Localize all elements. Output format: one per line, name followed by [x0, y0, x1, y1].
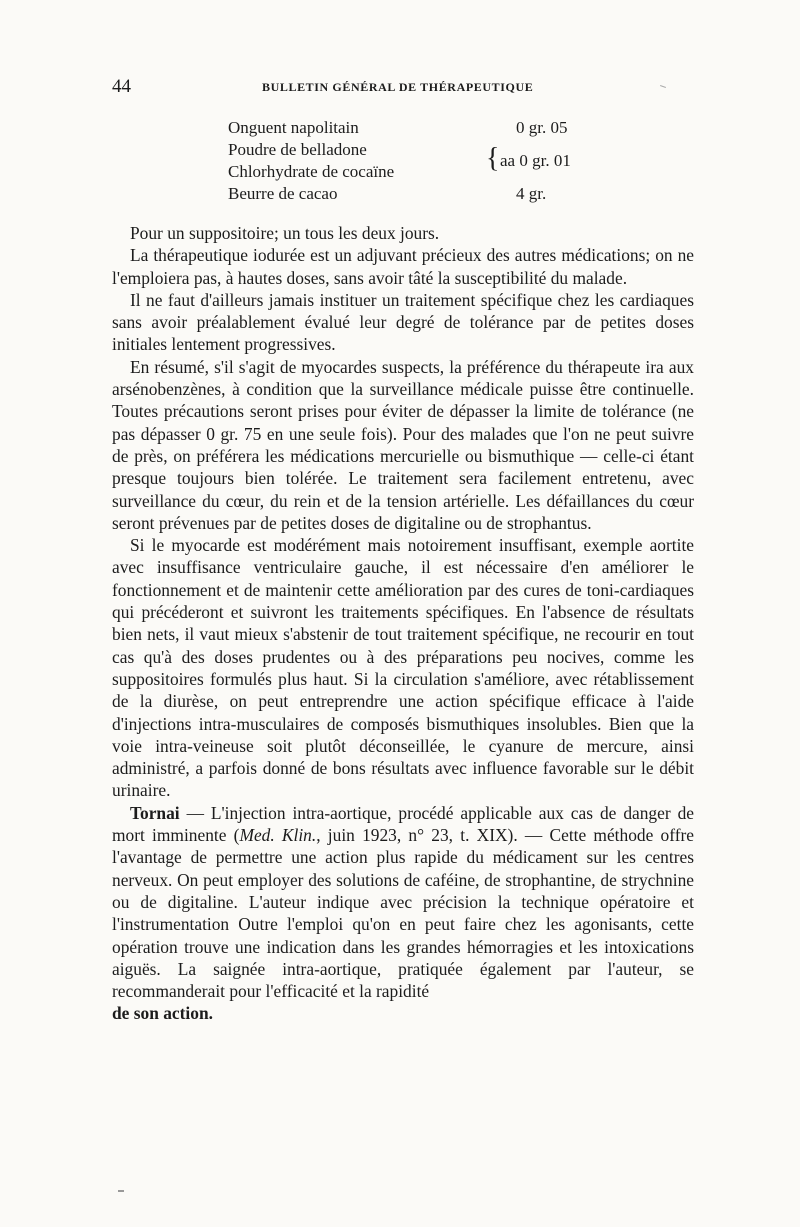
- paragraph: Pour un suppositoire; un tous les deux jours.: [130, 223, 440, 243]
- prescription-formula: [228, 117, 628, 205]
- margin-mark: [118, 1190, 124, 1192]
- formula-ingredient: Onguent napolitain: [228, 118, 359, 137]
- formula-ingredient: Chlorhydrate de cocaïne: [228, 162, 395, 181]
- formula-row: [228, 183, 628, 205]
- paragraph: [112, 802, 694, 1003]
- formula-quantity: 4 gr.: [516, 184, 547, 203]
- brace-glyph: {: [486, 143, 500, 174]
- formula-quantity: 0 gr. 05: [516, 118, 568, 137]
- formula-ingredient: Beurre de cacao: [228, 184, 338, 203]
- formula-ingredient: Poudre de belladone: [228, 140, 367, 159]
- paragraph-text: — L'injection intra-aortique, procédé applicable aux cas de danger de mort imminente (: [112, 802, 694, 846]
- author-name: Tornai: [130, 802, 180, 823]
- paragraph-text: , juin 1923, n° 23, t. XIX). — Cette méthode offre l'avantage de permettre une action plus rapide du médicament sur les centres nerveux. On peut employer des solutions de caféine, de strophantine, de strychnine ou de digitaline. L'auteur indique avec précision la technique opératoire et l'instrumentation Outre l'emploi qu'on en peut faire chez les agonisants, cette opération trouve une indication dans les grandes hémorragies et les intoxications aiguës. La saignée intra-aortique, pratiquée également par l'auteur, se recommanderait pour l'efficacité et la rapidité: [112, 825, 694, 1002]
- running-title: BULLETIN GÉNÉRAL DE THÉRAPEUTIQUE: [262, 80, 534, 94]
- page-number: 44: [112, 76, 131, 97]
- paragraph: En résumé, s'il s'agit de myocardes suspects, la préférence du thérapeute ira aux arsénobenzènes, à condition que la surveillance médicale puisse être continuelle. Toutes précautions seront prises pour éviter de dépasser la limite de tolérance (ne pas dépasser 0 gr. 75 en une seule fois). Pour des malades que l'on ne peut suivre de près, on préférera les médications mercurielle ou bismuthique — celle-ci étant presque toujours bien tolérée. Le traitement sera facilement entretenu, avec surveillance du cœur, du rein et de la tension artérielle. Les défaillances du cœur seront prévenues par de petites doses de digitaline ou de strophantus.: [112, 356, 694, 533]
- paragraph: Il ne faut d'ailleurs jamais instituer un traitement spécifique chez les cardiaques sans avoir préalablement évalué leur degré de tolérance par de petites doses initiales lentement progressives.: [112, 289, 694, 355]
- page-header: [112, 76, 692, 102]
- paragraph-ending: de son action.: [112, 1003, 213, 1024]
- formula-row: [228, 117, 628, 139]
- formula-shared-quantity: aa 0 gr. 01: [500, 151, 571, 170]
- article-body: [112, 222, 694, 1025]
- journal-reference: Med. Klin.: [239, 825, 317, 846]
- paragraph: La thérapeutique iodurée est un adjuvant précieux des autres médications; on ne l'emploiera pas, à hautes doses, sans avoir tâté la susceptibilité du malade.: [112, 245, 694, 288]
- paragraph: Si le myocarde est modérément mais notoirement insuffisant, exemple aortite avec insuffisance ventriculaire gauche, il est nécessaire d'en améliorer le fonctionnement et de maintenir cette amélioration par des cures de toni-cardiaques qui précéderont et suivront les traitements spécifiques. En l'absence de résultats bien nets, il vaut mieux s'abstenir de tout traitement spécifique, ne recourir en tout cas qu'à des doses prudentes ou à des préparations peu nocives, comme les suppositoires formulés plus haut. Si la circulation s'améliore, avec rétablissement de la diurèse, on peut entreprendre une action spécifique efficace à l'aide d'injections intra-musculaires de composés bismuthiques insolubles. Bien que la voie intra-veineuse soit plutôt déconseillée, le cyanure de mercure, ainsi administré, a parfois donné de bons résultats avec influence favorable sur le débit urinaire.: [112, 535, 694, 801]
